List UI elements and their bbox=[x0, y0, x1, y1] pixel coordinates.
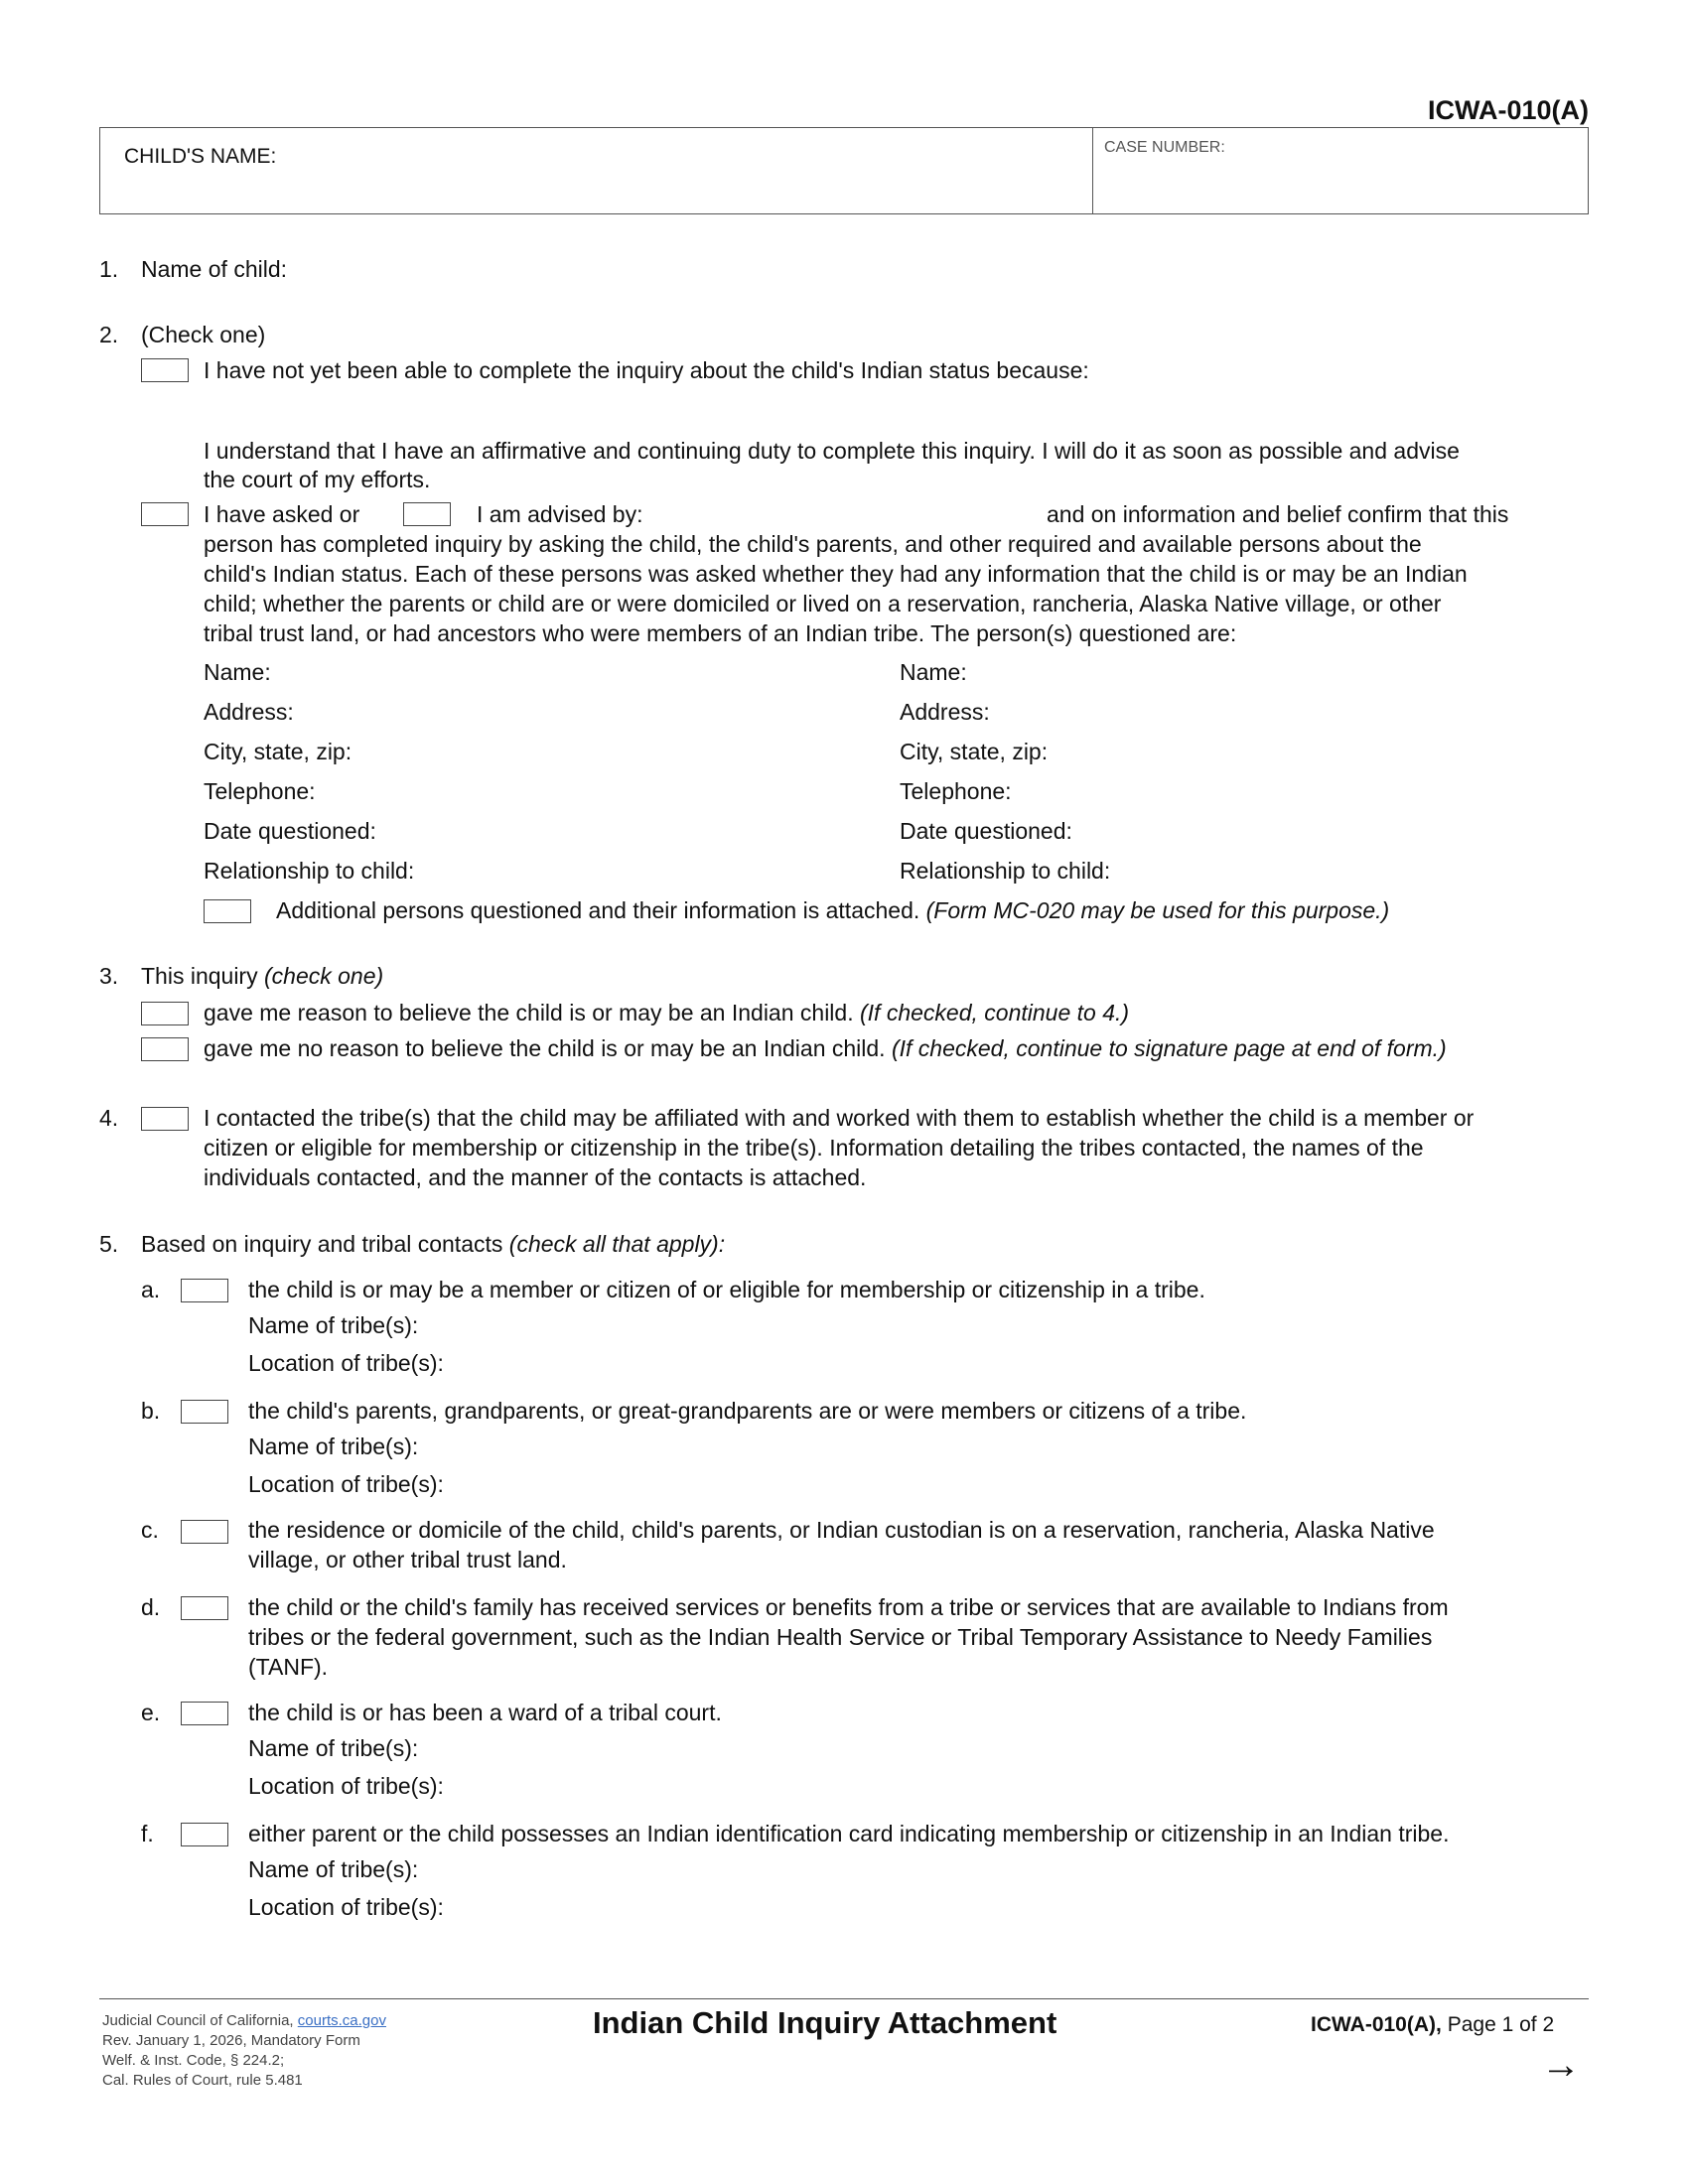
footer-council-line bbox=[102, 2011, 386, 2031]
item-3-number: 3. bbox=[99, 963, 119, 989]
item-4-number: 4. bbox=[99, 1105, 119, 1131]
item-5e-text: the child is or has been a ward of a tribal court. bbox=[248, 1700, 722, 1725]
footer-rule bbox=[99, 1998, 1589, 1999]
person-2-city-label: City, state, zip: bbox=[900, 739, 1049, 764]
footer-form-id: ICWA-010(A), bbox=[1311, 2013, 1442, 2036]
item-5a-name-of-tribes: Name of tribe(s): bbox=[248, 1312, 419, 1338]
checkbox-additional-persons[interactable] bbox=[204, 899, 251, 923]
item-5d-line-2: tribes or the federal government, such as the Indian Health Service or Tribal Temporary Assistance to Needy Families bbox=[248, 1624, 1433, 1650]
item-2-heading: (Check one) bbox=[141, 322, 266, 347]
case-number-label: CASE NUMBER: bbox=[1104, 139, 1225, 156]
additional-persons-note: (Form MC-020 may be used for this purpose.) bbox=[925, 897, 1390, 923]
person-2-name-label: Name: bbox=[900, 659, 967, 685]
item-2b-line-1: person has completed inquiry by asking the child, the child's parents, and other required and available persons about the bbox=[204, 531, 1422, 557]
item-2-option-a: I have not yet been able to complete the inquiry about the child's Indian status because: bbox=[204, 357, 1089, 383]
person-1-address-label: Address: bbox=[204, 699, 294, 725]
additional-persons-label: Additional persons questioned and their information is attached. bbox=[276, 897, 920, 923]
footer-page-info bbox=[1311, 2013, 1554, 2037]
footer-rules: Cal. Rules of Court, rule 5.481 bbox=[102, 2072, 303, 2089]
item-5d-line-1: the child or the child's family has received services or benefits from a tribe or services that are available to Indians from bbox=[248, 1594, 1449, 1620]
checkbox-4-contacted-tribes[interactable] bbox=[141, 1107, 189, 1131]
asked-label: I have asked or bbox=[204, 501, 360, 527]
person-2-telephone-label: Telephone: bbox=[900, 778, 1012, 804]
item-2b-line-4: tribal trust land, or had ancestors who were members of an Indian tribe. The person(s) questioned are: bbox=[204, 620, 1237, 646]
checkbox-2-not-completed[interactable] bbox=[141, 358, 189, 382]
item-3-option-a bbox=[204, 1000, 1129, 1026]
checkbox-5f[interactable] bbox=[181, 1823, 228, 1846]
checkbox-2-advised-by[interactable] bbox=[403, 502, 451, 526]
checkbox-2-i-have-asked[interactable] bbox=[141, 502, 189, 526]
item-5f-name-of-tribes: Name of tribe(s): bbox=[248, 1856, 419, 1882]
checkbox-5b[interactable] bbox=[181, 1400, 228, 1424]
item-5a-text: the child is or may be a member or citizen of or eligible for membership or citizenship in a tribe. bbox=[248, 1277, 1205, 1302]
item-5a-location-of-tribes: Location of tribe(s): bbox=[248, 1350, 444, 1376]
person-1-telephone-label: Telephone: bbox=[204, 778, 316, 804]
person-2-relationship-label: Relationship to child: bbox=[900, 858, 1111, 884]
item-1-label: Name of child: bbox=[141, 256, 288, 282]
item-5c-letter: c. bbox=[141, 1517, 159, 1543]
item-5-heading bbox=[141, 1231, 725, 1258]
next-page-arrow-icon: → bbox=[1541, 2043, 1581, 2087]
item-3-option-b-note: (If checked, continue to signature page at end of form.) bbox=[891, 1035, 1447, 1061]
item-3-heading-label: This inquiry bbox=[141, 963, 258, 989]
person-1-date-label: Date questioned: bbox=[204, 818, 376, 844]
item-3-option-b bbox=[204, 1035, 1447, 1062]
checkbox-3-reason-to-believe[interactable] bbox=[141, 1002, 189, 1025]
confirm-text: and on information and belief confirm that this bbox=[1047, 501, 1509, 527]
item-3-heading-note: (check one) bbox=[264, 963, 384, 989]
person-2-address-label: Address: bbox=[900, 699, 990, 725]
footer-council: Judicial Council of California, bbox=[102, 2012, 294, 2029]
item-2-duty-line-1: I understand that I have an affirmative and continuing duty to complete this inquiry. I will do it as soon as possible and advise bbox=[204, 438, 1460, 464]
item-5c-line-1: the residence or domicile of the child, child's parents, or Indian custodian is on a reservation, rancheria, Alaska Native bbox=[248, 1517, 1435, 1543]
item-4-line-2: citizen or eligible for membership or citizenship in the tribe(s). Information detailing the tribes contacted, the names of the bbox=[204, 1135, 1424, 1160]
advised-label: I am advised by: bbox=[477, 501, 643, 527]
footer-citation bbox=[102, 2011, 386, 2091]
person-1-name-label: Name: bbox=[204, 659, 271, 685]
person-1-city-label: City, state, zip: bbox=[204, 739, 352, 764]
item-5d-letter: d. bbox=[141, 1594, 161, 1620]
item-2b-line-2: child's Indian status. Each of these persons was asked whether they had any information that the child is or may be an Indian bbox=[204, 561, 1468, 587]
checkbox-5a[interactable] bbox=[181, 1279, 228, 1302]
item-2-number: 2. bbox=[99, 322, 119, 347]
checkbox-5e[interactable] bbox=[181, 1702, 228, 1725]
item-5d-line-3: (TANF). bbox=[248, 1654, 329, 1680]
footer-council-link[interactable]: courts.ca.gov bbox=[297, 2012, 386, 2029]
additional-persons-text bbox=[276, 897, 1389, 924]
footer-rev: Rev. January 1, 2026, Mandatory Form bbox=[102, 2032, 360, 2049]
item-2-duty-line-2: the court of my efforts. bbox=[204, 467, 431, 492]
item-3-option-a-note: (If checked, continue to 4.) bbox=[860, 1000, 1130, 1025]
item-3-option-b-label: gave me no reason to believe the child is or may be an Indian child. bbox=[204, 1035, 886, 1061]
item-5e-name-of-tribes: Name of tribe(s): bbox=[248, 1735, 419, 1761]
item-5-number: 5. bbox=[99, 1231, 119, 1257]
item-2b-line-3: child; whether the parents or child are or were domiciled or lived on a reservation, rancheria, Alaska Native village, or other bbox=[204, 591, 1442, 616]
item-5-heading-label: Based on inquiry and tribal contacts bbox=[141, 1231, 503, 1257]
item-4-line-3: individuals contacted, and the manner of the contacts is attached. bbox=[204, 1164, 867, 1190]
person-1-relationship-label: Relationship to child: bbox=[204, 858, 415, 884]
form-id-header: ICWA-010(A) bbox=[1427, 95, 1589, 125]
item-3-option-a-label: gave me reason to believe the child is or may be an Indian child. bbox=[204, 1000, 854, 1025]
person-2-date-label: Date questioned: bbox=[900, 818, 1072, 844]
checkbox-5c[interactable] bbox=[181, 1520, 228, 1544]
item-5c-line-2: village, or other tribal trust land. bbox=[248, 1547, 567, 1572]
item-5b-name-of-tribes: Name of tribe(s): bbox=[248, 1433, 419, 1459]
caption-divider bbox=[1092, 127, 1093, 214]
footer-code: Welf. & Inst. Code, § 224.2; bbox=[102, 2052, 285, 2069]
checkbox-3-no-reason[interactable] bbox=[141, 1037, 189, 1061]
item-5a-letter: a. bbox=[141, 1277, 161, 1302]
footer-page-number: Page 1 of 2 bbox=[1447, 2013, 1555, 2036]
item-5e-letter: e. bbox=[141, 1700, 161, 1725]
item-5f-location-of-tribes: Location of tribe(s): bbox=[248, 1894, 444, 1920]
item-5e-location-of-tribes: Location of tribe(s): bbox=[248, 1773, 444, 1799]
child-name-label: CHILD'S NAME: bbox=[124, 145, 277, 168]
item-5f-text: either parent or the child possesses an Indian identification card indicating membership or citizenship in an Indian tribe. bbox=[248, 1821, 1450, 1846]
checkbox-5d[interactable] bbox=[181, 1596, 228, 1620]
form-title: Indian Child Inquiry Attachment bbox=[593, 2005, 1057, 2040]
item-5b-text: the child's parents, grandparents, or great-grandparents are or were members or citizens of a tribe. bbox=[248, 1398, 1247, 1424]
caption-box bbox=[99, 127, 1589, 214]
item-1-number: 1. bbox=[99, 256, 119, 282]
item-5b-location-of-tribes: Location of tribe(s): bbox=[248, 1471, 444, 1497]
item-4-line-1: I contacted the tribe(s) that the child may be affiliated with and worked with them to establish whether the child is a member or bbox=[204, 1105, 1475, 1131]
item-5f-letter: f. bbox=[141, 1821, 154, 1846]
item-3-heading bbox=[141, 963, 383, 990]
item-5-heading-note: (check all that apply): bbox=[508, 1231, 726, 1257]
item-5b-letter: b. bbox=[141, 1398, 161, 1424]
